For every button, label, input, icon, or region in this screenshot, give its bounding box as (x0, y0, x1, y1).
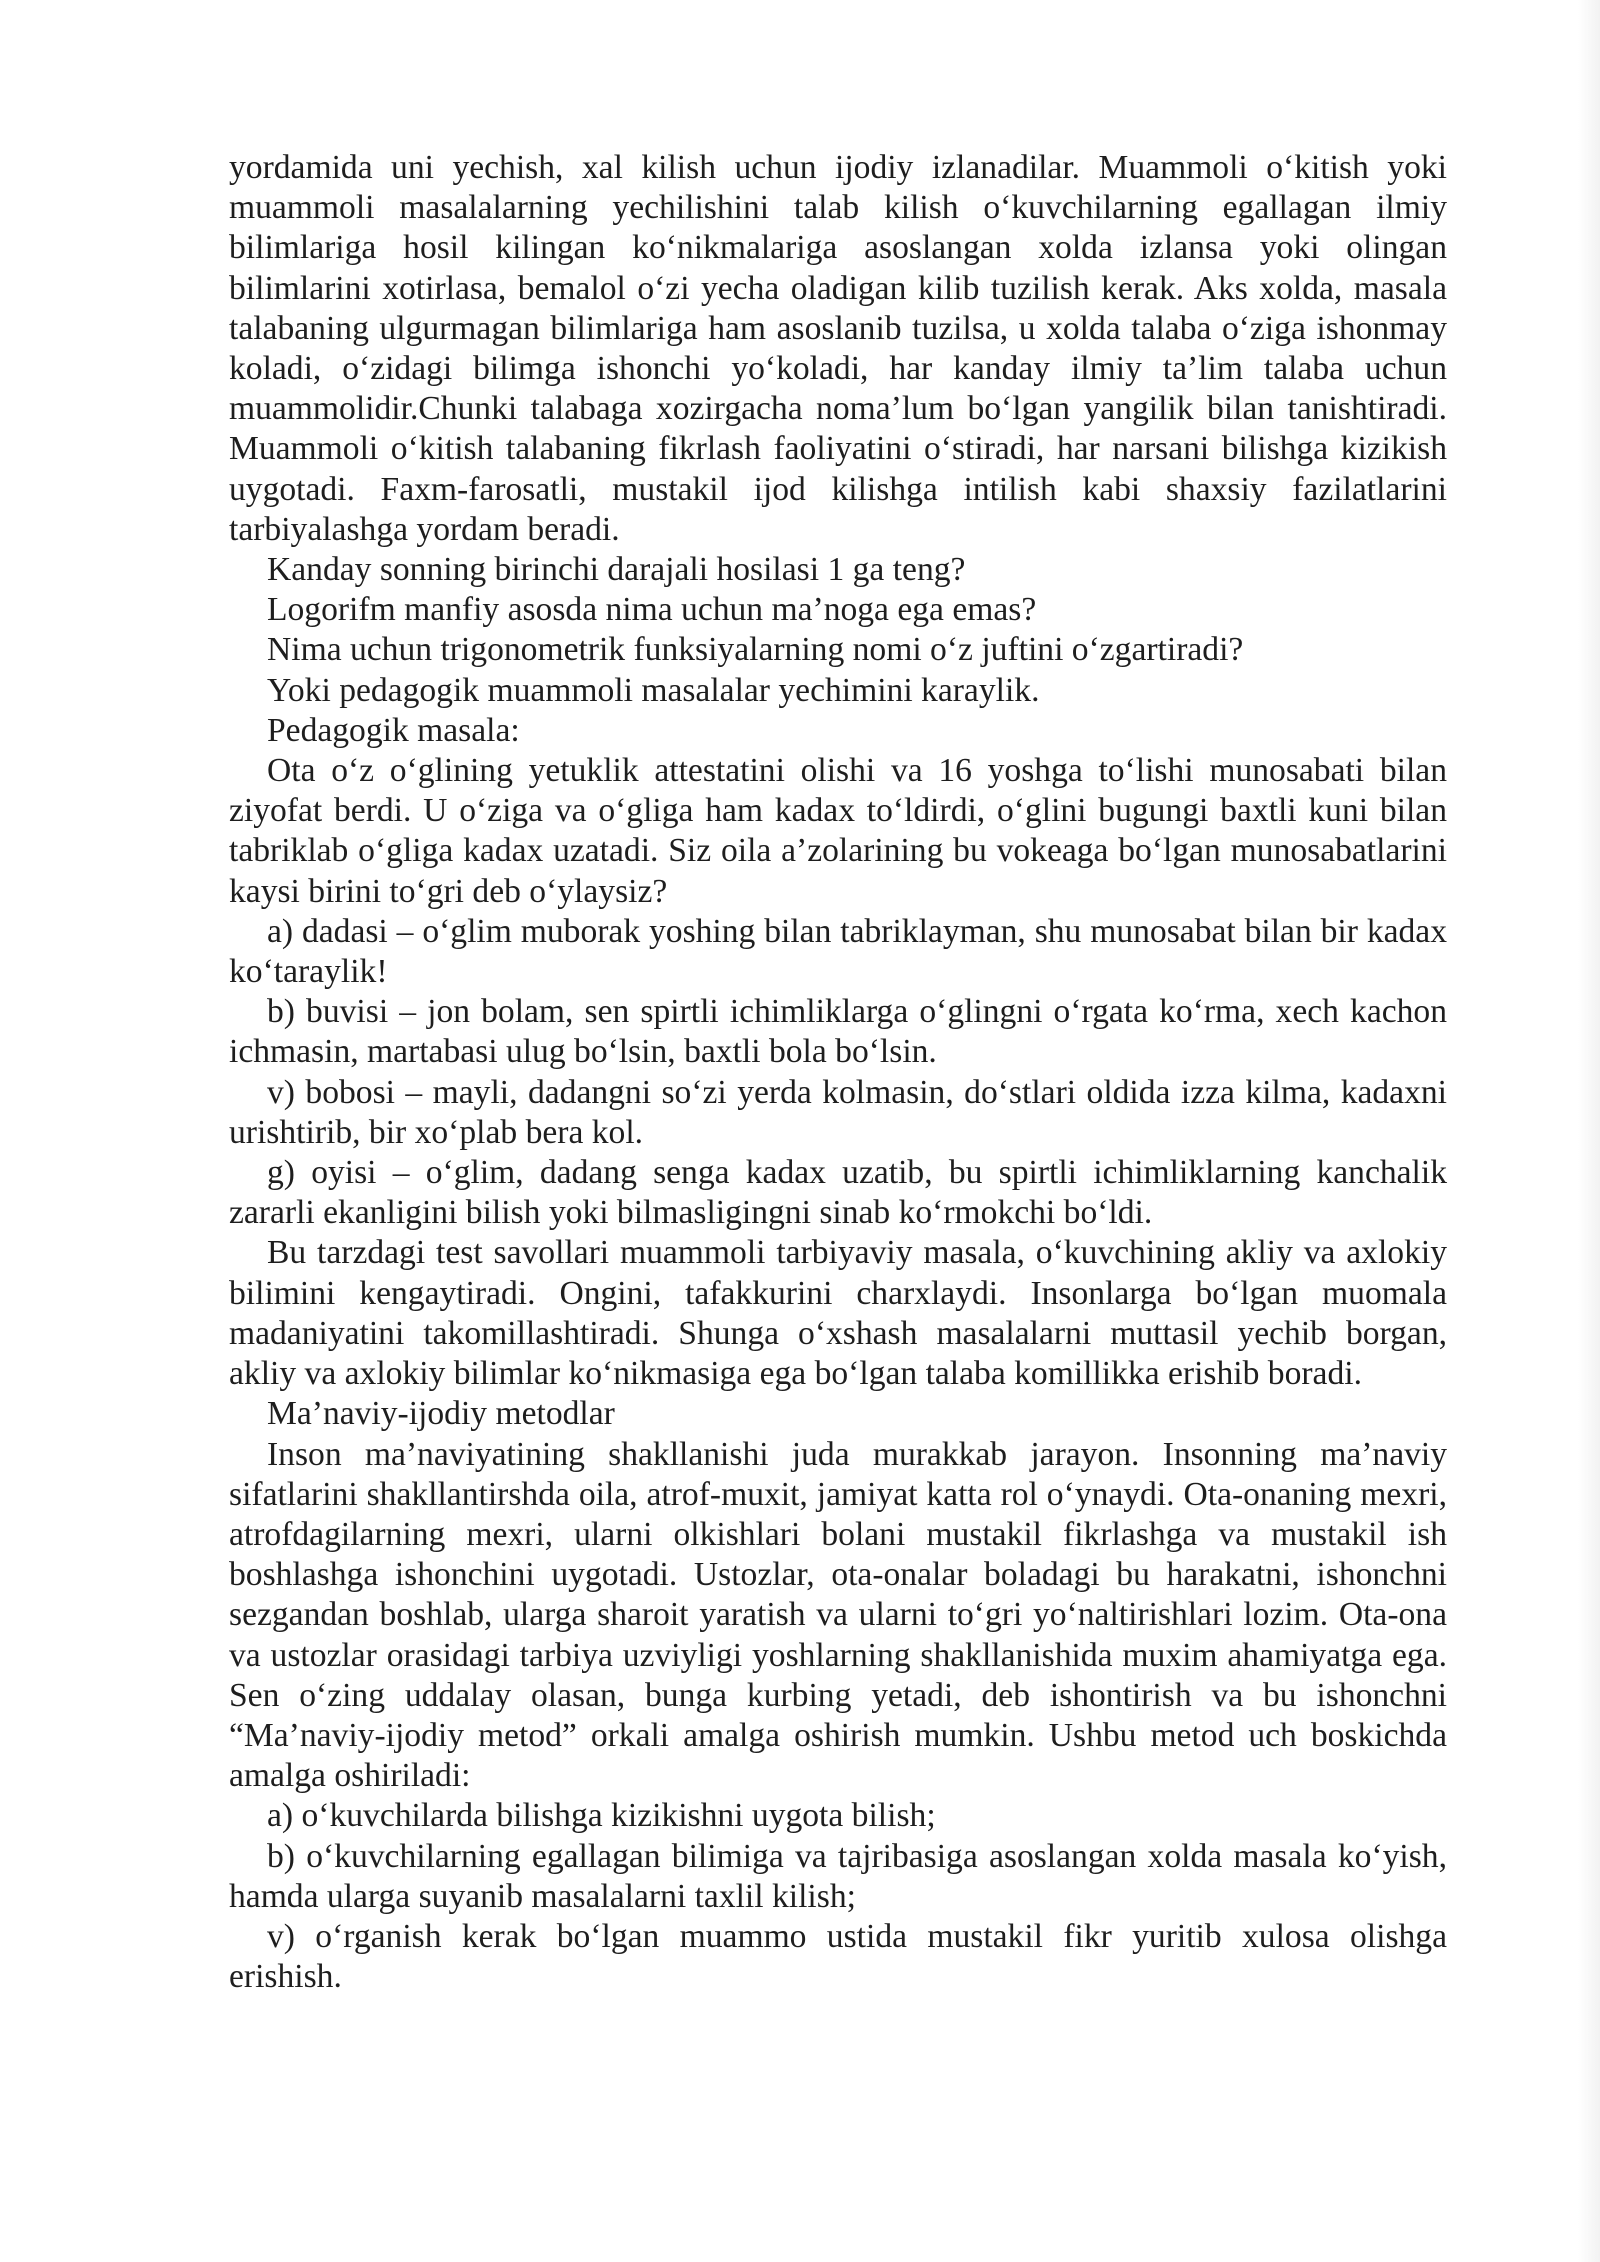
question-derivative: Kanday sonning birinchi darajali hosilasi 1 ga teng? (267, 551, 966, 589)
option-g: g) oyisi – o‘glim, dadang senga kadax uzatib, bu spirtli ichimliklarning kanchalik zararli ekanligini bilish yoki bilmasligingni sinab ko‘rmokchi bo‘ldi. (229, 1154, 1447, 1232)
option-a: a) dadasi – o‘glim muborak yoshing bilan tabriklayman, shu munosabat bilan bir kadax ko‘taraylik! (229, 912, 1447, 991)
page-edge-shadow (1578, 0, 1600, 2262)
stage-b: b) o‘kuvchilarning egallagan bilimiga va tajribasiga asoslangan xolda masala ko‘yish, hamda ularga suyanib masalalarni taxlil kilish; (229, 1837, 1447, 1915)
option-v: v) bobosi – mayli, dadangni so‘zi yerda kolmasin, do‘stlari oldida izza kilma, kadaxni urishtirib, bir xo‘plab bera kol. (229, 1073, 1447, 1151)
question-logarithm: Logorifm manfiy asosda nima uchun ma’noga ega emas? (267, 591, 1037, 629)
heading-spiritual-methods: Ma’naviy-ijodiy metodlar (267, 1395, 615, 1433)
paragraph-problem-statement: Ota o‘z o‘glining yetuklik attestatini olishi va 16 yoshga to‘lishi munosabati bilan ziyofat berdi. U o‘ziga va o‘gliga ham kadax to‘ldirdi, o‘glini bugungi baxtli kuni bilan tabriklab o‘gliga kadax uzatadi. Siz oila a’zolarining bu vokeaga bo‘lgan munosabatlarini kaysi birini to‘gri deb o‘ylaysiz? (229, 752, 1447, 910)
stage-v: v) o‘rganish kerak bo‘lgan muammo ustida mustakil fikr yuritib xulosa olishga erishish. (229, 1917, 1447, 1996)
paragraph-intro: yordamida uni yechish, xal kilish uchun ijodiy izlanadilar. Muammoli o‘kitish yoki muammoli masalalarning yechilishini talab kilish o‘kuvchilarning egallagan ilmiy bilimlariga hosil kilingan ko‘nikmalariga asoslangan xolda izlansa yoki olingan bilimlarini xotirlasa, bemalol o‘zi yecha oladigan kilib tuzilish kerak. Aks xolda, masala talabaning ulgurmagan bilimlariga ham asoslanib tuzilsa, u xolda talaba o‘ziga ishonmay koladi, o‘zidagi bilimga ishonchi yo‘koladi, har kanday ilmiy ta’lim talaba uchun muammolidir.Chunki talabaga xozirgacha noma’lum bo‘lgan yangilik bilan tanishtiradi. Muammoli o‘kitish talabaning fikrlash faoliyatini o‘stiradi, har narsani bilishga kizikish uygotadi. Faxm-farosatli, mustakil ijod kilishga intilish kabi shaxsiy fazilatlarini tarbiyalashga yordam beradi. (229, 149, 1447, 548)
paragraph-spirituality: Inson ma’naviyatining shakllanishi juda murakkab jarayon. Insonning ma’naviy sifatlarini shakllantirshda oila, atrof-muxit, jamiyat katta rol o‘ynaydi. Ota-onaning mexri, atrofdagilarning mexri, ularni olkishlari bolani mustakil fikrlashga va mustakil ish boshlashga ishonchini uygotadi. Ustozlar, ota-onalar boladagi bu harakatni, ishonchni sezgandan boshlab, ularga sharoit yaratish va ularni to‘gri yo‘naltirishlari lozim. Ota-ona va ustozlar orasidagi tarbiya uzviyligi yoshlarning shakllanishida muxim ahamiyatga ega. Sen o‘zing uddalay olasan, bunga kurbing yetadi, deb ishontirish va bu ishonchni “Ma’naviy-ijodiy metod” orkali amalga oshirish mumkin. Ushbu metod uch boskichda amalga oshiriladi: (229, 1435, 1447, 1795)
paragraph-pedagogical-intro: Yoki pedagogik muammoli masalalar yechimini karaylik. (267, 671, 1040, 709)
paragraph-test-questions: Bu tarzdagi test savollari muammoli tarbiyaviy masala, o‘kuvchining akliy va axlokiy bilimini kengaytiradi. Ongini, tafakkurini charxlaydi. Insonlarga bo‘lgan muomala madaniyatini takomillashtiradi. Shunga o‘xshash masalalarni muttasil yechib borgan, akliy va axlokiy bilimlar ko‘nikmasiga ega bo‘lgan talaba komillikka erishib boradi. (229, 1234, 1447, 1393)
heading-pedagogical-problem: Pedagogik masala: (267, 711, 520, 749)
stage-a: a) o‘kuvchilarda bilishga kizikishni uygota bilish; (267, 1797, 936, 1835)
document-page (229, 148, 1447, 1997)
option-b: b) buvisi – jon bolam, sen spirtli ichimliklarga o‘glingni o‘rgata ko‘rma, xech kachon ichmasin, martabasi ulug bo‘lsin, baxtli bola bo‘lsin. (229, 993, 1447, 1071)
question-trigonometry: Nima uchun trigonometrik funksiyalarning nomi o‘z juftini o‘zgartiradi? (267, 631, 1244, 669)
